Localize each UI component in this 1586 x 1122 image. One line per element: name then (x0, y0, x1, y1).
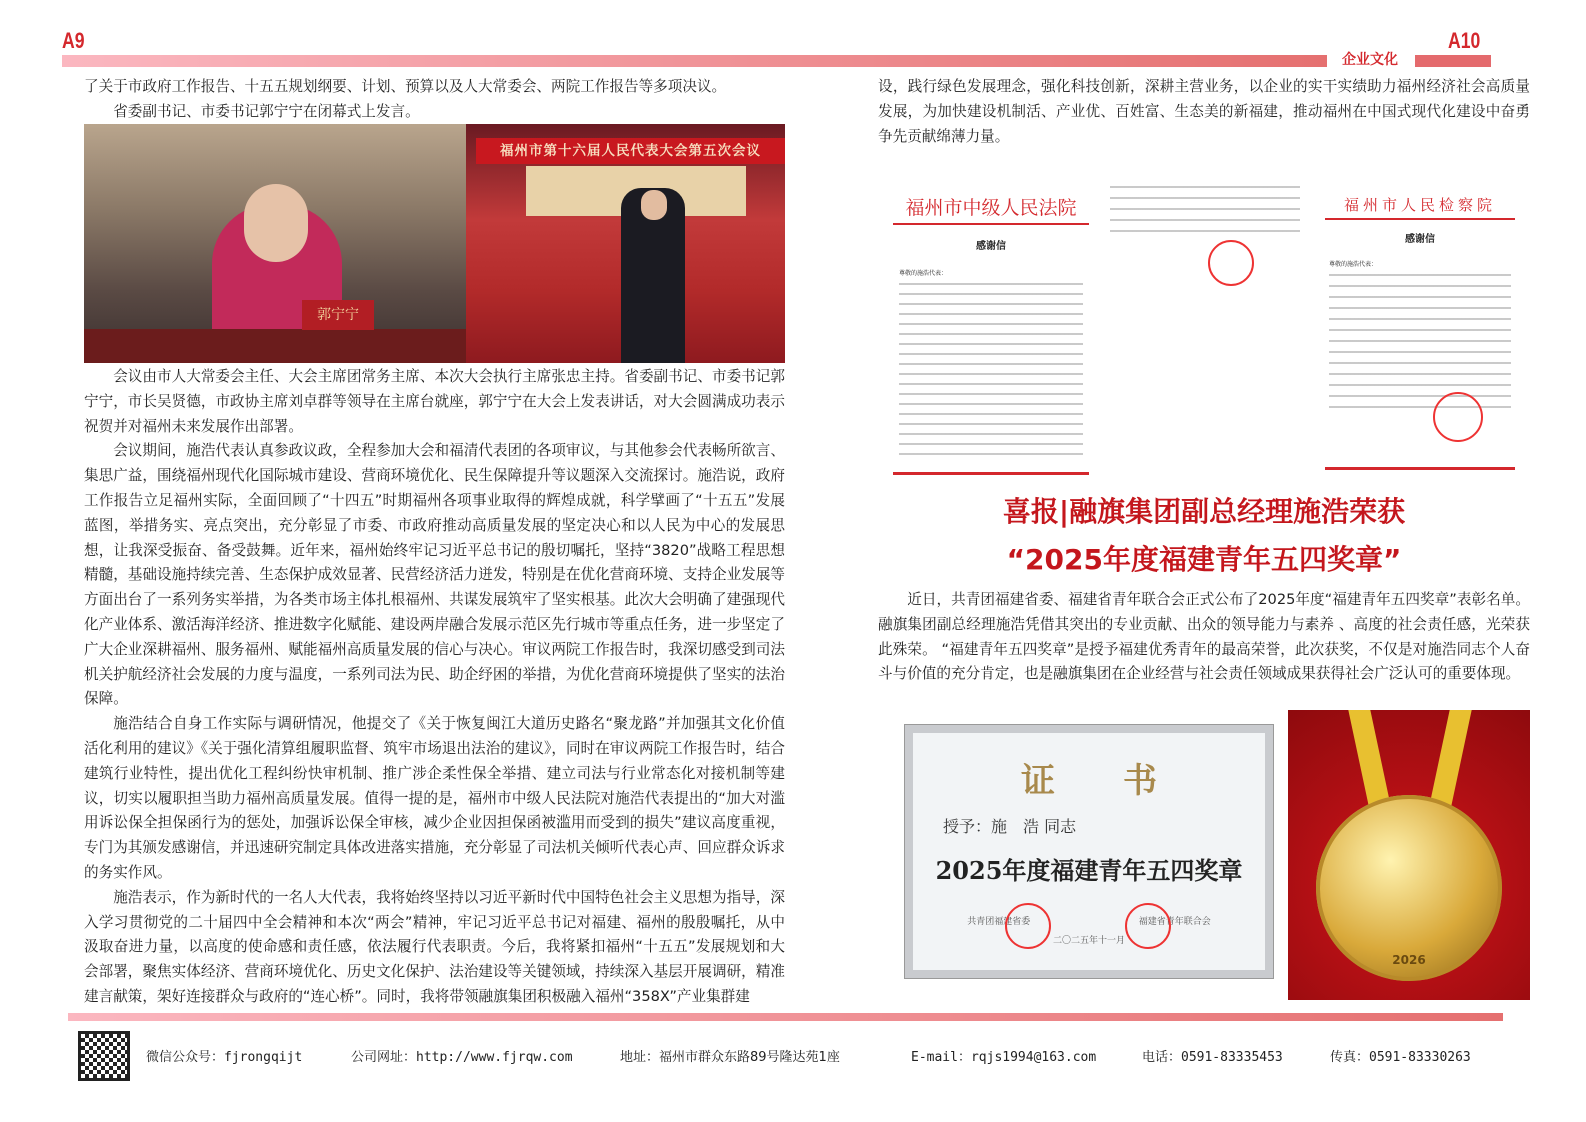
court-letter-page2 (1110, 180, 1300, 300)
header-bar (62, 55, 1327, 67)
paragraph: 近日，共青团福建省委、福建省青年联合会正式公布了2025年度“福建青年五四奖章”表彰名单。融旗集团副总经理施浩凭借其突出的专业贡献、出众的领导能力与素养 、高度的社会责任感，光荣获此殊荣。 “福建青年五四奖章”是授予福建优秀青年的最高荣誉，此次获奖，不仅是对施浩同志个人奋斗与价值的充分肯定，也是融旗集团在企业经营与社会责任领域成果获得社会广泛认可的重要体现。 (878, 591, 1530, 683)
page-number-left: A9 (62, 28, 85, 53)
headline-line1: 喜报|融旗集团副总经理施浩荣获 (1002, 495, 1406, 528)
certificate-award: 2025年度福建青年五四奖章 (935, 856, 1243, 885)
procuratorate-letterhead: 福州市人民检察院 (1325, 194, 1515, 220)
nameplate: 郭宁宁 (302, 300, 374, 330)
certificate (905, 725, 1273, 978)
seal (1005, 903, 1051, 949)
header-bar-right (1415, 55, 1491, 67)
photo-speech (84, 124, 466, 363)
letter-title: 感谢信 (976, 241, 1006, 252)
footer-phone: 电话：0591-83335453 (1142, 1050, 1283, 1065)
court-seal (1208, 240, 1254, 286)
qr-code-icon (78, 1031, 130, 1081)
court-letter (893, 165, 1089, 475)
photo-delegate (466, 124, 785, 363)
footer-bar (68, 1013, 1503, 1021)
procuratorate-seal (1433, 392, 1483, 442)
letter-title: 感谢信 (1405, 234, 1435, 245)
paragraph: 会议期间，施浩代表认真参政议政，全程参加大会和福清代表团的各项审议，与其他参会代表畅所欲言、集思广益，围绕福州现代化国际城市建设、营商环境优化、民生保障提升等议题深入交流探讨。施浩说，政府工作报告立足福州实际，全面回顾了“十四五”时期福州各项事业取得的辉煌成就，科学擘画了“十五五”发展蓝图，举措务实、亮点突出，充分彰显了市委、市政府推动高质量发展的坚定决心和以人民为中心的发展思想，让我深受振奋、备受鼓舞。近年来，福州始终牢记习近平总书记的殷切嘱托，坚持“3820”战略工程思想精髓，基础设施持续完善、生态保护成效显著、民营经济活力迸发，特别是在优化营商环境、支持企业发展等方面出台了一系列务实举措，为各类市场主体扎根福州、共谋发展筑牢了坚实根基。此次大会明确了建强现代化产业体系、激活海洋经济、推进数字化赋能、建设两岸融合发展示范区先行城市等重点任务，进一步坚定了广大企业深耕福州、服务福州、赋能福州高质量发展的信心与决心。审议两院工作报告时，我深切感受到司法机关护航经济社会发展的力度与温度，一系列司法为民、助企纾困的举措，为优化营商环境提供了坚实的法治保障。 (84, 442, 785, 708)
letter-text-lines (899, 283, 1083, 463)
section-label: 企业文化 (1342, 52, 1398, 68)
issuer: 共青团福建省委 (967, 917, 1031, 927)
desk (84, 329, 466, 363)
footer-fax: 传真：0591-83330263 (1330, 1050, 1471, 1065)
medal-photo (1288, 710, 1530, 1000)
headline-line2: “2025年度福建青年五四奖章” (1006, 543, 1402, 576)
procuratorate-letter (1325, 180, 1515, 470)
paragraph: 省委副书记、市委书记郭宁宁在闭幕式上发言。 (113, 102, 420, 120)
paragraph: 会议由市人大常委会主任、大会主席团常务主席、本次大会执行主席张忠主持。省委副书记、市委书记郭宁宁，市长吴贤德，市政协主席刘卓群等领导在主席台就座，郭宁宁在大会上发表讲话，对大会圆满成功表示祝贺并对福州未来发展作出部署。 (84, 368, 785, 435)
right-intro (878, 75, 1530, 149)
medal (1316, 795, 1502, 981)
page-number-right: A10 (1448, 28, 1481, 53)
delegate-face (641, 190, 667, 220)
paragraph: 施浩结合自身工作实际与调研情况，他提交了《关于恢复闽江大道历史路名“聚龙路”并加强其文化价值活化利用的建议》《关于强化清算组履职监督、筑牢市场退出法治的建议》，同时在审议两院工作报告时，结合建筑行业特性，提出优化工程纠纷快审机制、推广涉企柔性保全举措、建立司法与行业常态化对接机制等建议，切实以履职担当助力福州高质量发展。值得一提的是，福州市中级人民法院对施浩代表提出的“加大对滥用诉讼保全担保函行为的惩处，加强诉讼保全审核，减少企业因担保函被滥用而受到的损失”建议高度重视，专门为其颁发感谢信，并迅速研究制定具体改进落实措施，充分彰显了司法机关倾听代表心声、回应群众诉求的务实作风。 (84, 715, 785, 881)
footer-website[interactable]: 公司网址：http://www.fjrqw.com (351, 1050, 573, 1065)
letter-text-lines (1110, 186, 1300, 236)
footer-wechat: 微信公众号：fjrongqijt (146, 1050, 303, 1065)
certificate-title: 证 书 (1021, 761, 1157, 801)
certificate-recipient: 授予：施 浩 同志 (943, 817, 1077, 836)
right-body (878, 588, 1530, 687)
left-body (84, 365, 785, 1010)
left-intro (84, 75, 785, 125)
paragraph: 了关于市政府工作报告、十五五规划纲要、计划、预算以及人大常委会、两院工作报告等多项决议。 (84, 78, 727, 95)
letter-text-lines (1329, 274, 1511, 414)
footer-address: 地址：福州市群众东路89号隆达苑1座 (620, 1050, 840, 1065)
certificate-issuers (913, 914, 1265, 927)
letter-greeting: 尊敬的施浩代表： (899, 270, 948, 277)
paragraph: 施浩表示，作为新时代的一名人大代表，我将始终坚持以习近平新时代中国特色社会主义思想为指导，深入学习贯彻党的二十届四中全会精神和本次“两会”精神，牢记习近平总书记对福建、福州的殷殷嘱托，从中汲取奋进力量，以高度的使命感和责任感，依法履行代表职责。今后，我将紧扣福州“十五五”发展规划和大会部署，聚焦实体经济、营商环境优化、历史文化保护、法治建设等关键领域，持续深入基层开展调研，精准建言献策，架好连接群众与政府的“连心桥”。同时，我将带领融旗集团积极融入福州“358X”产业集群建 (84, 888, 785, 1005)
speaker-face (244, 184, 308, 262)
meeting-banner: 福州市第十六届人民代表大会第五次会议 (476, 138, 785, 164)
medal-year: 2026 (1392, 953, 1426, 967)
seal (1125, 903, 1171, 949)
letter-greeting: 尊敬的施浩代表： (1329, 261, 1378, 268)
certificate-date: 二〇二五年十一月 (1052, 936, 1125, 946)
court-letterhead: 福州市中级人民法院 (893, 193, 1089, 225)
footer-email[interactable]: E-mail：rqjs1994@163.com (911, 1050, 1097, 1065)
paragraph: 设，践行绿色发展理念，强化科技创新，深耕主营业务，以企业的实干实绩助力福州经济社会高质量发展，为加快建设机制活、产业优、百姓富、生态美的新福建，推动福州在中国式现代化建设中奋勇争先贡献绵薄力量。 (878, 78, 1530, 145)
issuer: 福建省青年联合会 (1138, 917, 1211, 927)
